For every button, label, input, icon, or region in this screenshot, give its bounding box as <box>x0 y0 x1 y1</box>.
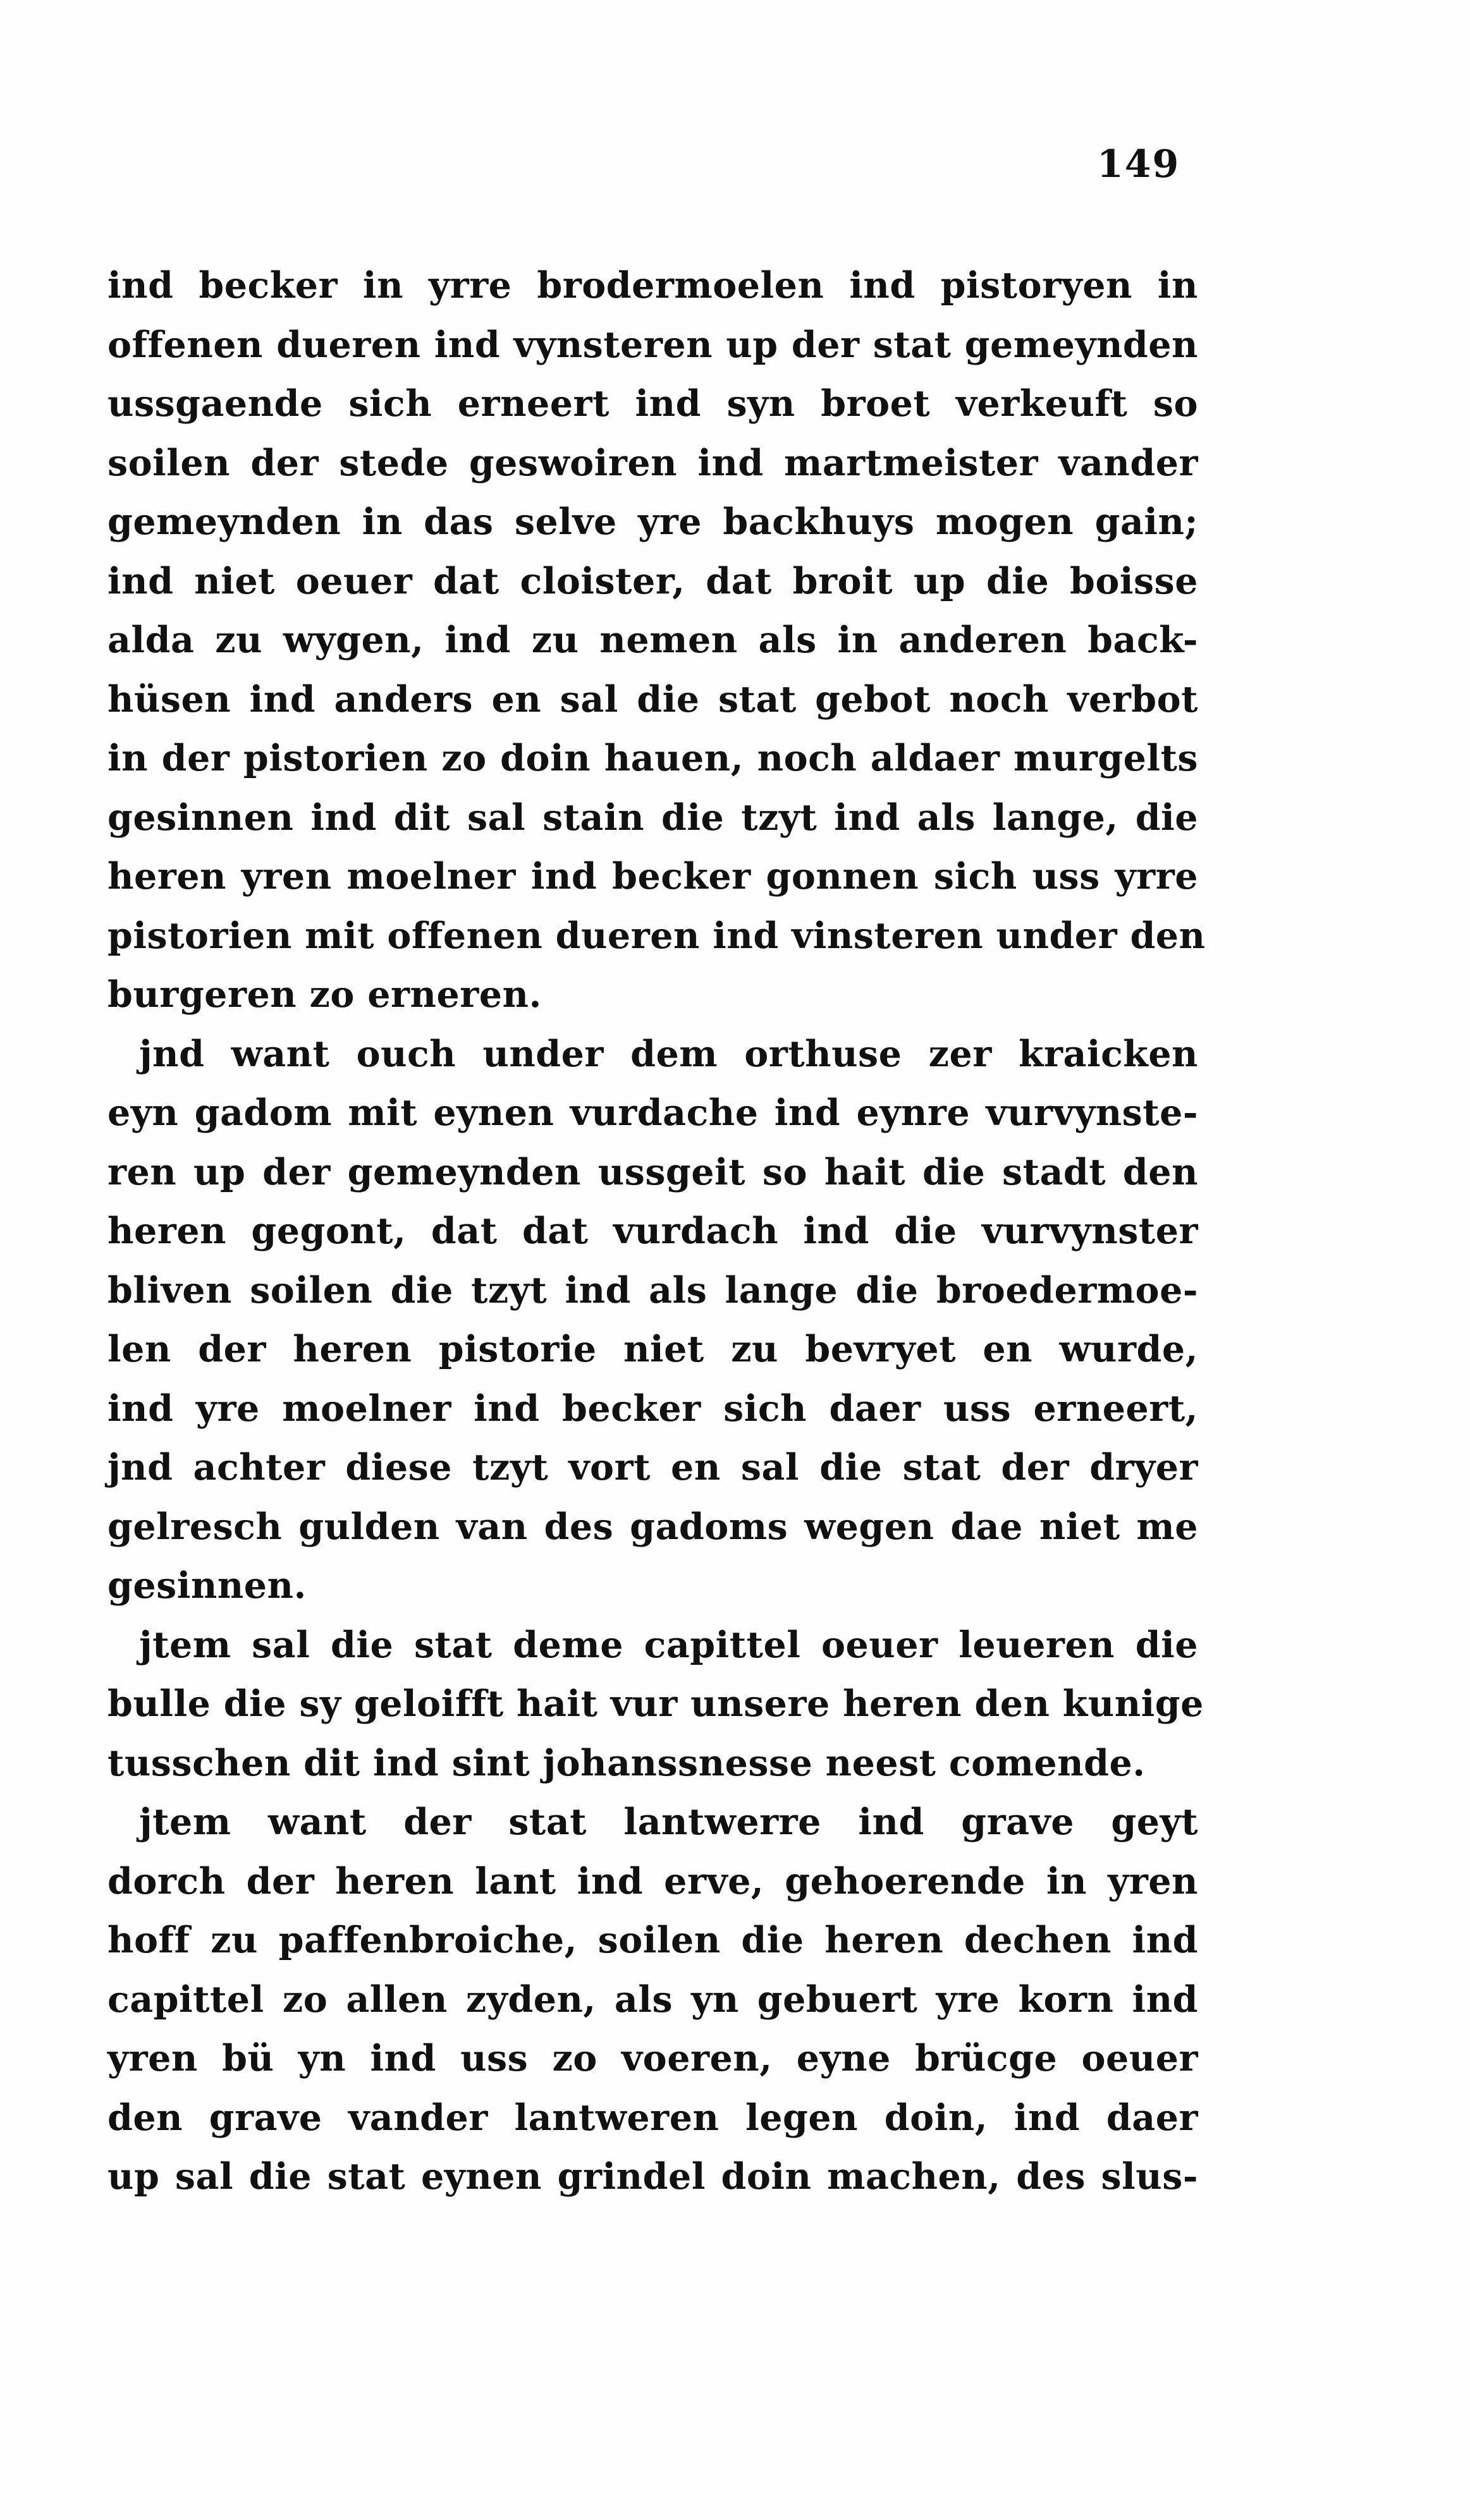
text-line: offenen dueren ind vynsteren up der stat gemeynden <box>107 323 1198 366</box>
paragraph-3 <box>107 1616 1204 1793</box>
text-line: jnd achter diese tzyt vort en sal die stat der dryer <box>107 1446 1198 1488</box>
text-line: alda zu wygen, ind zu nemen als in anderen back- <box>107 619 1198 661</box>
text-line: bliven soilen die tzyt ind als lange die broedermoe- <box>107 1269 1198 1312</box>
text-line: capittel zo allen zyden, als yn gebuert yre korn ind <box>107 1978 1198 2021</box>
text-line: yren bü yn ind uss zo voeren, eyne brücge oeuer <box>107 2037 1198 2079</box>
page-number: 149 <box>1097 142 1180 186</box>
text-line: ind yre moelner ind becker sich daer uss erneert, <box>107 1387 1198 1430</box>
text-line: tusschen dit ind sint johanssnesse neest comende. <box>107 1741 1146 1784</box>
text-line: jtem sal die stat deme capittel oeuer leueren die <box>139 1623 1198 1666</box>
text-line: gesinnen. <box>107 1564 307 1607</box>
text-line: soilen der stede geswoiren ind martmeister vander <box>107 441 1198 484</box>
text-line: in der pistorien zo doin hauen, noch aldaer murgelts <box>107 737 1198 779</box>
text-line: burgeren zo erneren. <box>107 973 542 1016</box>
text-line: ind becker in yrre brodermoelen ind pistoryen in <box>107 264 1198 307</box>
text-line: ind niet oeuer dat cloister, dat broit up die boisse <box>107 559 1198 602</box>
text-line: gelresch gulden van des gadoms wegen dae niet me <box>107 1505 1198 1548</box>
text-line: gesinnen ind dit sal stain die tzyt ind als lange, die <box>107 796 1198 839</box>
text-line: eyn gadom mit eynen vurdache ind eynre vurvynste- <box>107 1092 1198 1134</box>
text-line: heren gegont, dat dat vurdach ind die vurvynster <box>107 1210 1198 1252</box>
text-line: jnd want ouch under dem orthuse zer kraicken <box>139 1032 1198 1075</box>
text-line: dorch der heren lant ind erve, gehoerende in yren <box>107 1860 1198 1902</box>
text-line: ren up der gemeynden ussgeit so hait die stadt den <box>107 1150 1198 1193</box>
text-line: hüsen ind anders en sal die stat gebot noch verbot <box>107 678 1198 721</box>
text-line: bulle die sy geloifft hait vur unsere heren den kunige <box>107 1683 1204 1725</box>
text-line: jtem want der stat lantwerre ind grave geyt <box>139 1801 1198 1843</box>
text-line: gemeynden in das selve yre backhuys mogen gain; <box>107 501 1198 543</box>
text-line: up sal die stat eynen grindel doin machen, des slus- <box>107 2155 1198 2198</box>
text-line: den grave vander lantweren legen doin, ind daer <box>107 2096 1198 2139</box>
paragraph-2 <box>107 1025 1198 1616</box>
text-line: ussgaende sich erneert ind syn broet verkeuft so <box>107 382 1198 425</box>
paragraph-1 <box>107 256 1206 1025</box>
text-line: pistorien mit offenen dueren ind vinsteren under den <box>107 914 1206 957</box>
text-line: len der heren pistorie niet zu bevryet en wurde, <box>107 1328 1198 1370</box>
text-line: hoff zu paffenbroiche, soilen die heren dechen ind <box>107 1919 1198 1961</box>
text-line: heren yren moelner ind becker gonnen sich uss yrre <box>107 855 1198 898</box>
paragraph-4 <box>107 1793 1198 2207</box>
body-text <box>107 256 1206 2207</box>
